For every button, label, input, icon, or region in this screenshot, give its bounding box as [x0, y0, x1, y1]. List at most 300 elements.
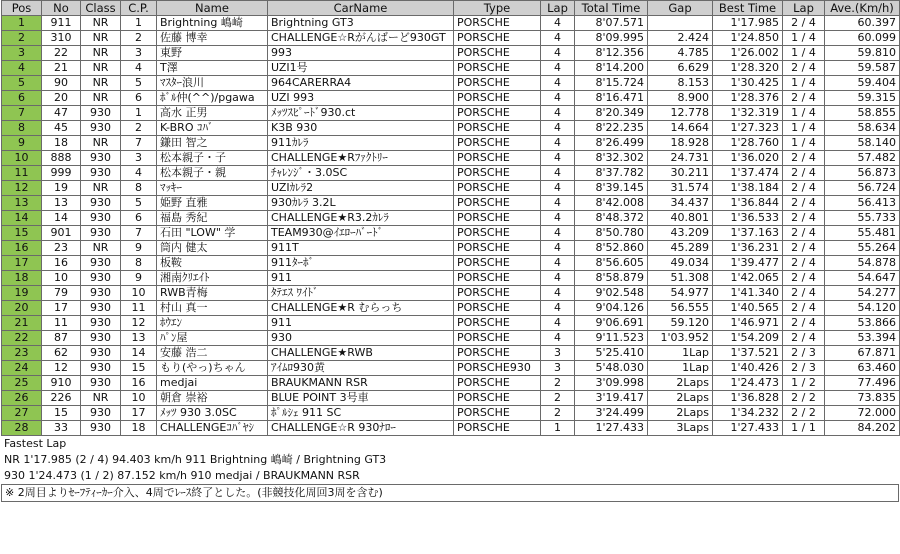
class-cell: 930: [81, 151, 121, 166]
total-time-cell: 8'39.145: [575, 181, 648, 196]
class-cell: 930: [81, 121, 121, 136]
best-lap-cell: 1 / 4: [783, 31, 825, 46]
type-cell: PORSCHE: [454, 376, 541, 391]
lap-cell: 4: [541, 106, 575, 121]
cp-cell: 8: [121, 256, 157, 271]
type-cell: PORSCHE930: [454, 361, 541, 376]
lap-cell: 4: [541, 16, 575, 31]
table-row: [2, 286, 900, 301]
table-row: [2, 241, 900, 256]
lap-cell: 4: [541, 331, 575, 346]
cp-cell: 17: [121, 406, 157, 421]
table-row: [2, 361, 900, 376]
cp-cell: 14: [121, 346, 157, 361]
total-time-cell: 9'02.548: [575, 286, 648, 301]
car-name-cell: BRAUKMANN RSR: [268, 376, 454, 391]
cp-cell: 5: [121, 196, 157, 211]
type-cell: PORSCHE: [454, 106, 541, 121]
no-cell: 226: [42, 391, 81, 406]
best-lap-cell: 2 / 4: [783, 16, 825, 31]
best-lap-cell: 2 / 4: [783, 61, 825, 76]
car-name-cell: K3B 930: [268, 121, 454, 136]
results-body: [2, 16, 900, 436]
average-speed-cell: 55.481: [825, 226, 900, 241]
no-cell: 888: [42, 151, 81, 166]
best-time-cell: 1'38.184: [713, 181, 783, 196]
lap-cell: 4: [541, 256, 575, 271]
total-time-cell: 3'19.417: [575, 391, 648, 406]
car-name-cell: 911ﾀｰﾎﾞ: [268, 256, 454, 271]
table-row: [2, 31, 900, 46]
lap-cell: 4: [541, 316, 575, 331]
average-speed-cell: 84.202: [825, 421, 900, 436]
average-speed-cell: 60.099: [825, 31, 900, 46]
cp-cell: 10: [121, 286, 157, 301]
pos-cell: 15: [2, 226, 42, 241]
name-cell: K-BRO ｺﾊﾞ: [157, 121, 268, 136]
lap-cell: 4: [541, 226, 575, 241]
total-time-cell: 5'25.410: [575, 346, 648, 361]
cp-cell: 5: [121, 76, 157, 91]
results-table: [1, 0, 900, 436]
type-cell: PORSCHE: [454, 61, 541, 76]
gap-cell: 49.034: [648, 256, 713, 271]
no-cell: 901: [42, 226, 81, 241]
no-cell: 79: [42, 286, 81, 301]
gap-cell: 51.308: [648, 271, 713, 286]
car-name-cell: BLUE POINT 3号車: [268, 391, 454, 406]
name-cell: ﾏｯｷｰ: [157, 181, 268, 196]
best-time-cell: 1'40.565: [713, 301, 783, 316]
no-cell: 22: [42, 46, 81, 61]
class-cell: 930: [81, 346, 121, 361]
class-cell: 930: [81, 256, 121, 271]
gap-cell: 2.424: [648, 31, 713, 46]
cp-cell: 15: [121, 361, 157, 376]
best-lap-cell: 1 / 4: [783, 106, 825, 121]
lap-cell: 4: [541, 151, 575, 166]
class-cell: NR: [81, 136, 121, 151]
gap-cell: 18.928: [648, 136, 713, 151]
name-cell: 村山 真一: [157, 301, 268, 316]
cp-cell: 11: [121, 301, 157, 316]
type-cell: PORSCHE: [454, 76, 541, 91]
best-time-cell: 1'36.844: [713, 196, 783, 211]
no-cell: 45: [42, 121, 81, 136]
car-name-cell: 911: [268, 271, 454, 286]
best-lap-cell: 2 / 4: [783, 256, 825, 271]
best-lap-cell: 2 / 4: [783, 166, 825, 181]
type-cell: PORSCHE: [454, 151, 541, 166]
gap-cell: 4.785: [648, 46, 713, 61]
best-lap-cell: 2 / 4: [783, 196, 825, 211]
table-row: [2, 331, 900, 346]
best-lap-cell: 2 / 3: [783, 346, 825, 361]
header-row: [2, 1, 900, 16]
name-cell: 姫野 直雅: [157, 196, 268, 211]
cp-cell: 18: [121, 421, 157, 436]
name-cell: 佐藤 博幸: [157, 31, 268, 46]
no-cell: 18: [42, 136, 81, 151]
total-time-cell: 8'58.879: [575, 271, 648, 286]
car-name-cell: TEAM930@ｲｴﾛｰﾊﾞｰﾄﾞ: [268, 226, 454, 241]
gap-cell: 24.731: [648, 151, 713, 166]
gap-cell: 3Laps: [648, 421, 713, 436]
cp-cell: 8: [121, 181, 157, 196]
pos-cell: 18: [2, 271, 42, 286]
best-time-cell: 1'54.209: [713, 331, 783, 346]
class-cell: 930: [81, 376, 121, 391]
lap-cell: 4: [541, 121, 575, 136]
lap-cell: 1: [541, 421, 575, 436]
car-name-cell: CHALLENGE★RWB: [268, 346, 454, 361]
name-cell: ﾎｳｴﾝ: [157, 316, 268, 331]
lap-cell: 4: [541, 301, 575, 316]
cp-cell: 7: [121, 136, 157, 151]
total-time-cell: 8'48.372: [575, 211, 648, 226]
lap-cell: 4: [541, 196, 575, 211]
column-header: No: [42, 1, 81, 16]
name-cell: 石田 "LOW" 学: [157, 226, 268, 241]
car-name-cell: 911ｶﾚﾗ: [268, 136, 454, 151]
lap-cell: 4: [541, 136, 575, 151]
table-row: [2, 106, 900, 121]
best-lap-cell: 2 / 4: [783, 241, 825, 256]
type-cell: PORSCHE: [454, 421, 541, 436]
best-lap-cell: 1 / 1: [783, 421, 825, 436]
column-header: Total Time: [575, 1, 648, 16]
no-cell: 11: [42, 316, 81, 331]
table-row: [2, 391, 900, 406]
name-cell: 板鞍: [157, 256, 268, 271]
best-time-cell: 1'37.474: [713, 166, 783, 181]
no-cell: 16: [42, 256, 81, 271]
class-cell: NR: [81, 16, 121, 31]
results-page: [1, 0, 899, 502]
class-cell: 930: [81, 196, 121, 211]
pos-cell: 23: [2, 346, 42, 361]
no-cell: 15: [42, 406, 81, 421]
cp-cell: 16: [121, 376, 157, 391]
type-cell: PORSCHE: [454, 241, 541, 256]
average-speed-cell: 58.855: [825, 106, 900, 121]
best-lap-cell: 2 / 4: [783, 211, 825, 226]
total-time-cell: 8'32.302: [575, 151, 648, 166]
best-time-cell: 1'27.323: [713, 121, 783, 136]
best-time-cell: 1'37.163: [713, 226, 783, 241]
best-lap-cell: 2 / 4: [783, 181, 825, 196]
lap-cell: 4: [541, 31, 575, 46]
class-cell: NR: [81, 46, 121, 61]
pos-cell: 9: [2, 136, 42, 151]
gap-cell: [648, 16, 713, 31]
type-cell: PORSCHE: [454, 226, 541, 241]
no-cell: 33: [42, 421, 81, 436]
average-speed-cell: 72.000: [825, 406, 900, 421]
table-row: [2, 226, 900, 241]
no-cell: 12: [42, 361, 81, 376]
type-cell: PORSCHE: [454, 331, 541, 346]
total-time-cell: 8'42.008: [575, 196, 648, 211]
car-name-cell: CHALLENGE★R3.2ｶﾚﾗ: [268, 211, 454, 226]
no-cell: 21: [42, 61, 81, 76]
best-time-cell: 1'36.533: [713, 211, 783, 226]
best-time-cell: 1'28.376: [713, 91, 783, 106]
average-speed-cell: 53.394: [825, 331, 900, 346]
cp-cell: 2: [121, 31, 157, 46]
average-speed-cell: 73.835: [825, 391, 900, 406]
table-row: [2, 16, 900, 31]
gap-cell: 8.153: [648, 76, 713, 91]
name-cell: CHALLENGEｺﾊﾞﾔｼ: [157, 421, 268, 436]
total-time-cell: 5'48.030: [575, 361, 648, 376]
car-name-cell: CHALLENGE☆R 930ﾅﾛｰ: [268, 421, 454, 436]
type-cell: PORSCHE: [454, 181, 541, 196]
cp-cell: 4: [121, 166, 157, 181]
lap-cell: 4: [541, 61, 575, 76]
class-cell: 930: [81, 106, 121, 121]
best-time-cell: 1'42.065: [713, 271, 783, 286]
no-cell: 910: [42, 376, 81, 391]
average-speed-cell: 59.404: [825, 76, 900, 91]
lap-cell: 4: [541, 211, 575, 226]
best-time-cell: 1'27.433: [713, 421, 783, 436]
best-lap-cell: 2 / 4: [783, 316, 825, 331]
car-name-cell: 993: [268, 46, 454, 61]
column-header: Best Time: [713, 1, 783, 16]
pos-cell: 21: [2, 316, 42, 331]
car-name-cell: 964CARERRA4: [268, 76, 454, 91]
best-lap-cell: 2 / 4: [783, 331, 825, 346]
gap-cell: 59.120: [648, 316, 713, 331]
best-lap-cell: 2 / 4: [783, 226, 825, 241]
class-cell: 930: [81, 406, 121, 421]
cp-cell: 1: [121, 16, 157, 31]
gap-cell: 6.629: [648, 61, 713, 76]
car-name-cell: ｱｲﾑﾛ930黄: [268, 361, 454, 376]
gap-cell: 56.555: [648, 301, 713, 316]
table-row: [2, 91, 900, 106]
total-time-cell: 8'16.471: [575, 91, 648, 106]
lap-cell: 4: [541, 166, 575, 181]
lap-cell: 4: [541, 76, 575, 91]
average-speed-cell: 54.120: [825, 301, 900, 316]
name-cell: 朝倉 崇裕: [157, 391, 268, 406]
gap-cell: 12.778: [648, 106, 713, 121]
best-time-cell: 1'40.426: [713, 361, 783, 376]
class-cell: 930: [81, 226, 121, 241]
no-cell: 47: [42, 106, 81, 121]
best-time-cell: 1'24.850: [713, 31, 783, 46]
table-row: [2, 181, 900, 196]
name-cell: ﾒｯﾂ 930 3.0SC: [157, 406, 268, 421]
best-lap-cell: 2 / 2: [783, 406, 825, 421]
table-row: [2, 76, 900, 91]
table-row: [2, 376, 900, 391]
car-name-cell: UZIｶﾚﾗ2: [268, 181, 454, 196]
average-speed-cell: 58.140: [825, 136, 900, 151]
notes-section: [1, 436, 899, 502]
pos-cell: 20: [2, 301, 42, 316]
cp-cell: 2: [121, 121, 157, 136]
column-header: Ave.(Km/h): [825, 1, 900, 16]
best-time-cell: 1'39.477: [713, 256, 783, 271]
name-cell: ﾊﾟﾝ屋: [157, 331, 268, 346]
average-speed-cell: 55.733: [825, 211, 900, 226]
total-time-cell: 8'20.349: [575, 106, 648, 121]
best-time-cell: 1'36.231: [713, 241, 783, 256]
best-time-cell: 1'46.971: [713, 316, 783, 331]
best-lap-cell: 1 / 2: [783, 376, 825, 391]
lap-cell: 4: [541, 241, 575, 256]
pos-cell: 6: [2, 91, 42, 106]
type-cell: PORSCHE: [454, 286, 541, 301]
type-cell: PORSCHE: [454, 346, 541, 361]
cp-cell: 9: [121, 241, 157, 256]
pos-cell: 2: [2, 31, 42, 46]
average-speed-cell: 63.460: [825, 361, 900, 376]
lap-cell: 3: [541, 361, 575, 376]
name-cell: 松本親子・子: [157, 151, 268, 166]
type-cell: PORSCHE: [454, 31, 541, 46]
cp-cell: 13: [121, 331, 157, 346]
column-header: Name: [157, 1, 268, 16]
car-name-cell: 930: [268, 331, 454, 346]
car-name-cell: ﾀﾃｴｽ ﾜｲﾄﾞ: [268, 286, 454, 301]
table-row: [2, 136, 900, 151]
table-row: [2, 406, 900, 421]
pos-cell: 12: [2, 181, 42, 196]
car-name-cell: ﾒｯﾂｽﾋﾟｰﾄﾞ930.ct: [268, 106, 454, 121]
average-speed-cell: 55.264: [825, 241, 900, 256]
total-time-cell: 8'50.780: [575, 226, 648, 241]
name-cell: T澤: [157, 61, 268, 76]
pos-cell: 10: [2, 151, 42, 166]
column-header: C.P.: [121, 1, 157, 16]
pos-cell: 22: [2, 331, 42, 346]
total-time-cell: 8'22.235: [575, 121, 648, 136]
best-lap-cell: 2 / 4: [783, 91, 825, 106]
total-time-cell: 8'12.356: [575, 46, 648, 61]
table-row: [2, 166, 900, 181]
class-cell: 930: [81, 421, 121, 436]
column-header: Class: [81, 1, 121, 16]
pos-cell: 16: [2, 241, 42, 256]
name-cell: RWB青梅: [157, 286, 268, 301]
lap-cell: 4: [541, 271, 575, 286]
car-name-cell: 911T: [268, 241, 454, 256]
best-time-cell: 1'24.473: [713, 376, 783, 391]
gap-cell: 1'03.952: [648, 331, 713, 346]
total-time-cell: 1'27.433: [575, 421, 648, 436]
type-cell: PORSCHE: [454, 166, 541, 181]
lap-cell: 4: [541, 286, 575, 301]
average-speed-cell: 77.496: [825, 376, 900, 391]
cp-cell: 3: [121, 151, 157, 166]
pos-cell: 7: [2, 106, 42, 121]
no-cell: 13: [42, 196, 81, 211]
best-time-cell: 1'34.232: [713, 406, 783, 421]
gap-cell: 1Lap: [648, 346, 713, 361]
gap-cell: 2Laps: [648, 376, 713, 391]
total-time-cell: 8'26.499: [575, 136, 648, 151]
table-row: [2, 151, 900, 166]
name-cell: 高水 正男: [157, 106, 268, 121]
table-row: [2, 316, 900, 331]
type-cell: PORSCHE: [454, 46, 541, 61]
best-time-cell: 1'41.340: [713, 286, 783, 301]
name-cell: 湘南ｸﾘｴｲﾄ: [157, 271, 268, 286]
total-time-cell: 9'11.523: [575, 331, 648, 346]
gap-cell: 30.211: [648, 166, 713, 181]
average-speed-cell: 54.647: [825, 271, 900, 286]
pos-cell: 14: [2, 211, 42, 226]
best-lap-cell: 2 / 4: [783, 271, 825, 286]
lap-cell: 2: [541, 376, 575, 391]
car-name-cell: CHALLENGE☆Rがんばーど930GT: [268, 31, 454, 46]
best-lap-cell: 2 / 4: [783, 286, 825, 301]
total-time-cell: 8'52.860: [575, 241, 648, 256]
table-row: [2, 346, 900, 361]
best-lap-cell: 1 / 4: [783, 46, 825, 61]
pos-cell: 19: [2, 286, 42, 301]
pos-cell: 11: [2, 166, 42, 181]
no-cell: 310: [42, 31, 81, 46]
no-cell: 10: [42, 271, 81, 286]
name-cell: 鎌田 智之: [157, 136, 268, 151]
cp-cell: 9: [121, 271, 157, 286]
table-row: [2, 256, 900, 271]
total-time-cell: 8'07.571: [575, 16, 648, 31]
pos-cell: 24: [2, 361, 42, 376]
class-cell: 930: [81, 166, 121, 181]
class-cell: NR: [81, 181, 121, 196]
cp-cell: 12: [121, 316, 157, 331]
type-cell: PORSCHE: [454, 391, 541, 406]
best-time-cell: 1'36.828: [713, 391, 783, 406]
pos-cell: 28: [2, 421, 42, 436]
car-name-cell: UZI 993: [268, 91, 454, 106]
car-name-cell: Brightning GT3: [268, 16, 454, 31]
total-time-cell: 8'37.782: [575, 166, 648, 181]
cp-cell: 10: [121, 391, 157, 406]
cp-cell: 3: [121, 46, 157, 61]
name-cell: 松本親子・親: [157, 166, 268, 181]
no-cell: 90: [42, 76, 81, 91]
no-cell: 17: [42, 301, 81, 316]
average-speed-cell: 67.871: [825, 346, 900, 361]
table-row: [2, 46, 900, 61]
type-cell: PORSCHE: [454, 196, 541, 211]
column-header: Lap: [783, 1, 825, 16]
no-cell: 20: [42, 91, 81, 106]
name-cell: 東野: [157, 46, 268, 61]
class-cell: NR: [81, 31, 121, 46]
class-cell: 930: [81, 211, 121, 226]
average-speed-cell: 56.724: [825, 181, 900, 196]
total-time-cell: 8'09.995: [575, 31, 648, 46]
gap-cell: 14.664: [648, 121, 713, 136]
gap-cell: 1Lap: [648, 361, 713, 376]
cp-cell: 6: [121, 211, 157, 226]
name-cell: 安藤 浩二: [157, 346, 268, 361]
average-speed-cell: 59.587: [825, 61, 900, 76]
average-speed-cell: 58.634: [825, 121, 900, 136]
average-speed-cell: 54.277: [825, 286, 900, 301]
type-cell: PORSCHE: [454, 91, 541, 106]
car-name-cell: CHALLENGE★Rﾌｧｸﾄﾘｰ: [268, 151, 454, 166]
total-time-cell: 8'15.724: [575, 76, 648, 91]
